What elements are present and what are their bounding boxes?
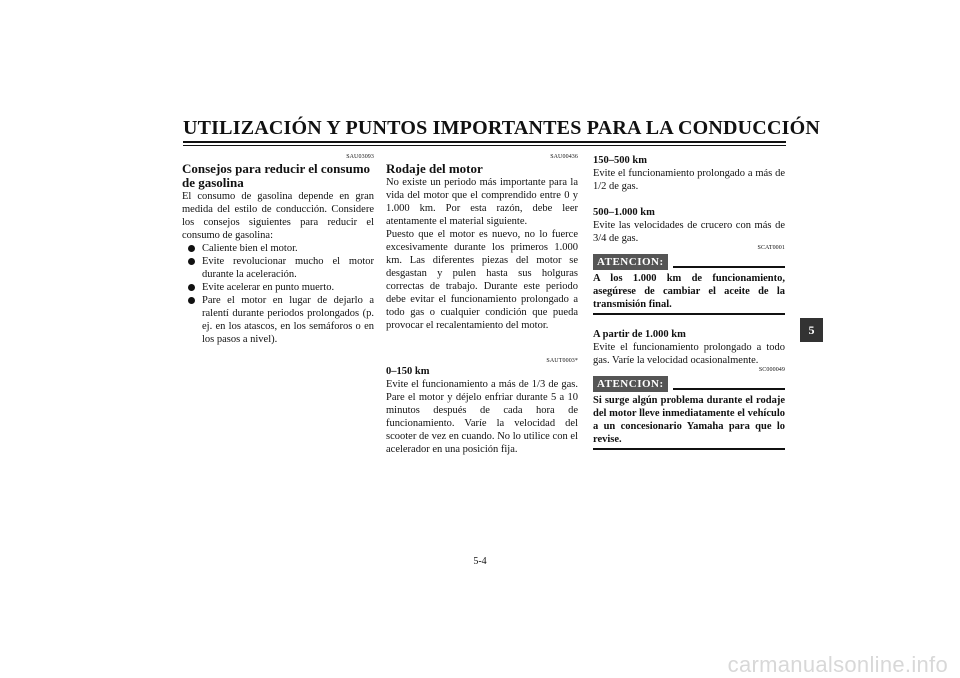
caution-badge: ATENCION: — [593, 254, 668, 270]
list-item: Pare el motor en lugar de dejarlo a ralentí durante periodos prolongados (p. ej. en los atascos, en los semáforos o en los pasos a nivel). — [188, 294, 374, 346]
header-rule-thick — [183, 141, 786, 143]
caution-header — [593, 376, 785, 392]
page-header-title: UTILIZACIÓN Y PUNTOS IMPORTANTES PARA LA CONDUCCIÓN — [183, 117, 820, 139]
range-heading-500-1000: 500–1.000 km — [593, 207, 655, 218]
bullet-icon — [188, 284, 195, 291]
range-heading-150-500: 150–500 km — [593, 155, 647, 166]
caution-code: SC000049 — [758, 367, 785, 373]
caution-rule — [673, 388, 785, 390]
range-heading-0-150: 0–150 km — [386, 366, 430, 377]
range-text-150-500: Evite el funcionamiento prolongado a más de 1/2 de gas. — [593, 168, 785, 192]
watermark: carmanualsonline.info — [727, 652, 948, 677]
section-code: SAUT0003* — [546, 358, 578, 364]
caution-text: Si surge algún problema durante el rodaje del motor lleve inmediatamente el vehículo a un concesionario Yamaha para que lo revise. — [593, 395, 785, 445]
chapter-tab: 5 — [800, 318, 823, 342]
break-in-para-2: Puesto que el motor es nuevo, no lo fuerce excesivamente durante los primeros 1.000 km. Las diferentes piezas del motor se desgastan y pulen hasta sus holguras correctas de trabajo. Durante este periodo debe evitar el funcionamiento prolongado a todo gas o cualquier condición que pueda provocar el recalentamiento del motor. — [386, 229, 578, 331]
bullet-icon — [188, 297, 195, 304]
column-break-in-cont — [593, 154, 785, 450]
header-rule-thin — [183, 145, 786, 146]
break-in-para-1: No existe un periodo más importante para la vida del motor que el comprendido entre 0 y 1.000 km. Por esta razón, debe leer atentamente el material siguiente. — [386, 177, 578, 227]
bullet-icon — [188, 258, 195, 265]
fuel-tips-list — [188, 242, 374, 346]
column-engine-break-in — [386, 154, 578, 456]
list-item: Evite acelerar en punto muerto. — [188, 281, 374, 294]
range-text-after-1000: Evite el funcionamiento prolongado a todo gas. Varíe la velocidad ocasionalmente. — [593, 342, 785, 366]
range-heading-after-1000: A partir de 1.000 km — [593, 329, 686, 340]
caution-code: SCAT0001 — [757, 245, 785, 251]
caution-badge: ATENCION: — [593, 376, 668, 392]
section-heading-break-in: Rodaje del motor — [386, 161, 483, 176]
fuel-intro-text: El consumo de gasolina depende en gran medida del estilo de conducción. Considere los consejos siguientes para reducir el consumo de gasolina: — [182, 191, 374, 241]
page-number: 5-4 — [473, 556, 487, 567]
range-text-0-150: Evite el funcionamiento a más de 1/3 de gas. Pare el motor y déjelo enfriar durante 5 a 10 minutos después de cada hora de funcionamiento. Varíe la velocidad del scooter de vez en cuando. No lo utilice con el acelerador en una posición fija. — [386, 379, 578, 455]
caution-text: A los 1.000 km de funcionamiento, asegúrese de cambiar el aceite de la transmisión final. — [593, 273, 785, 310]
section-code: SAU00436 — [550, 154, 578, 160]
column-fuel-tips — [182, 154, 374, 346]
caution-header — [593, 254, 785, 270]
bullet-icon — [188, 245, 195, 252]
list-item: Caliente bien el motor. — [188, 242, 374, 255]
section-code: SAU03093 — [346, 154, 374, 160]
range-text-500-1000: Evite las velocidades de crucero con más de 3/4 de gas. — [593, 220, 785, 244]
caution-rule — [673, 266, 785, 268]
caution-end-rule — [593, 448, 785, 450]
list-item: Evite revolucionar mucho el motor durante la aceleración. — [188, 255, 374, 281]
section-heading-fuel: Consejos para reducir el consumo de gasolina — [182, 161, 371, 190]
